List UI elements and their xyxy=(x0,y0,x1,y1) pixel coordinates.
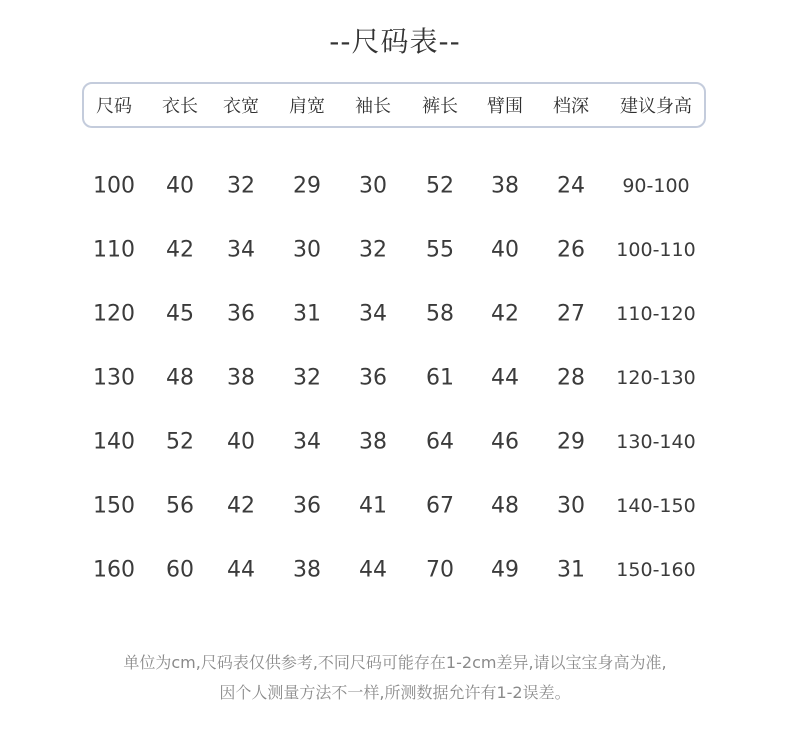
table-cell: 61 xyxy=(426,365,454,391)
table-cell: 34 xyxy=(293,429,321,455)
table-cell: 28 xyxy=(557,365,585,391)
table-cell: 38 xyxy=(227,365,255,391)
table-cell: 150-160 xyxy=(616,559,696,581)
table-cell: 40 xyxy=(491,237,519,263)
table-cell: 160 xyxy=(93,557,135,583)
table-cell: 31 xyxy=(557,557,585,583)
table-cell: 56 xyxy=(166,493,194,519)
table-cell: 140 xyxy=(93,429,135,455)
table-cell: 40 xyxy=(166,173,194,199)
table-cell: 48 xyxy=(491,493,519,519)
table-cell: 42 xyxy=(227,493,255,519)
table-cell: 40 xyxy=(227,429,255,455)
table-cell: 100 xyxy=(93,173,135,199)
table-cell: 70 xyxy=(426,557,454,583)
table-cell: 120 xyxy=(93,301,135,327)
table-cell: 130 xyxy=(93,365,135,391)
table-cell: 24 xyxy=(557,173,585,199)
table-cell: 32 xyxy=(227,173,255,199)
table-cell: 67 xyxy=(426,493,454,519)
page-title: --尺码表-- xyxy=(329,25,461,58)
table-header-cell: 衣长 xyxy=(162,96,198,117)
table-cell: 30 xyxy=(359,173,387,199)
table-cell: 26 xyxy=(557,237,585,263)
table-header-cell: 袖长 xyxy=(355,96,391,117)
table-cell: 110 xyxy=(93,237,135,263)
table-header-cell: 尺码 xyxy=(96,96,132,117)
table-cell: 30 xyxy=(557,493,585,519)
table-cell: 90-100 xyxy=(622,175,690,197)
table-cell: 36 xyxy=(359,365,387,391)
table-cell: 130-140 xyxy=(616,431,696,453)
table-cell: 52 xyxy=(426,173,454,199)
table-cell: 60 xyxy=(166,557,194,583)
table-cell: 44 xyxy=(227,557,255,583)
table-header-cell: 衣宽 xyxy=(223,96,259,117)
table-cell: 140-150 xyxy=(616,495,696,517)
table-cell: 42 xyxy=(166,237,194,263)
table-header-cell: 档深 xyxy=(553,96,589,117)
table-cell: 49 xyxy=(491,557,519,583)
table-cell: 32 xyxy=(359,237,387,263)
table-cell: 29 xyxy=(557,429,585,455)
table-header-cell: 臂围 xyxy=(487,96,523,117)
table-cell: 46 xyxy=(491,429,519,455)
table-cell: 55 xyxy=(426,237,454,263)
table-cell: 38 xyxy=(293,557,321,583)
table-cell: 44 xyxy=(491,365,519,391)
table-header-cell: 裤长 xyxy=(422,96,458,117)
table-cell: 36 xyxy=(293,493,321,519)
table-cell: 36 xyxy=(227,301,255,327)
table-cell: 58 xyxy=(426,301,454,327)
table-cell: 34 xyxy=(227,237,255,263)
note-line-1: 单位为cm,尺码表仅供参考,不同尺码可能存在1-2cm差异,请以宝宝身高为准, xyxy=(123,653,667,672)
table-cell: 64 xyxy=(426,429,454,455)
table-cell: 44 xyxy=(359,557,387,583)
table-cell: 150 xyxy=(93,493,135,519)
table-cell: 38 xyxy=(491,173,519,199)
table-cell: 41 xyxy=(359,493,387,519)
table-cell: 27 xyxy=(557,301,585,327)
table-cell: 45 xyxy=(166,301,194,327)
table-header-cell: 建议身高 xyxy=(620,96,692,117)
note-line-2: 因个人测量方法不一样,所测数据允许有1-2误差。 xyxy=(219,683,571,702)
table-cell: 100-110 xyxy=(616,239,696,261)
table-cell: 52 xyxy=(166,429,194,455)
table-cell: 30 xyxy=(293,237,321,263)
table-cell: 38 xyxy=(359,429,387,455)
table-cell: 110-120 xyxy=(616,303,696,325)
table-cell: 32 xyxy=(293,365,321,391)
table-cell: 48 xyxy=(166,365,194,391)
table-cell: 29 xyxy=(293,173,321,199)
table-cell: 120-130 xyxy=(616,367,696,389)
table-cell: 31 xyxy=(293,301,321,327)
table-cell: 42 xyxy=(491,301,519,327)
table-header-cell: 肩宽 xyxy=(289,96,325,117)
table-cell: 34 xyxy=(359,301,387,327)
